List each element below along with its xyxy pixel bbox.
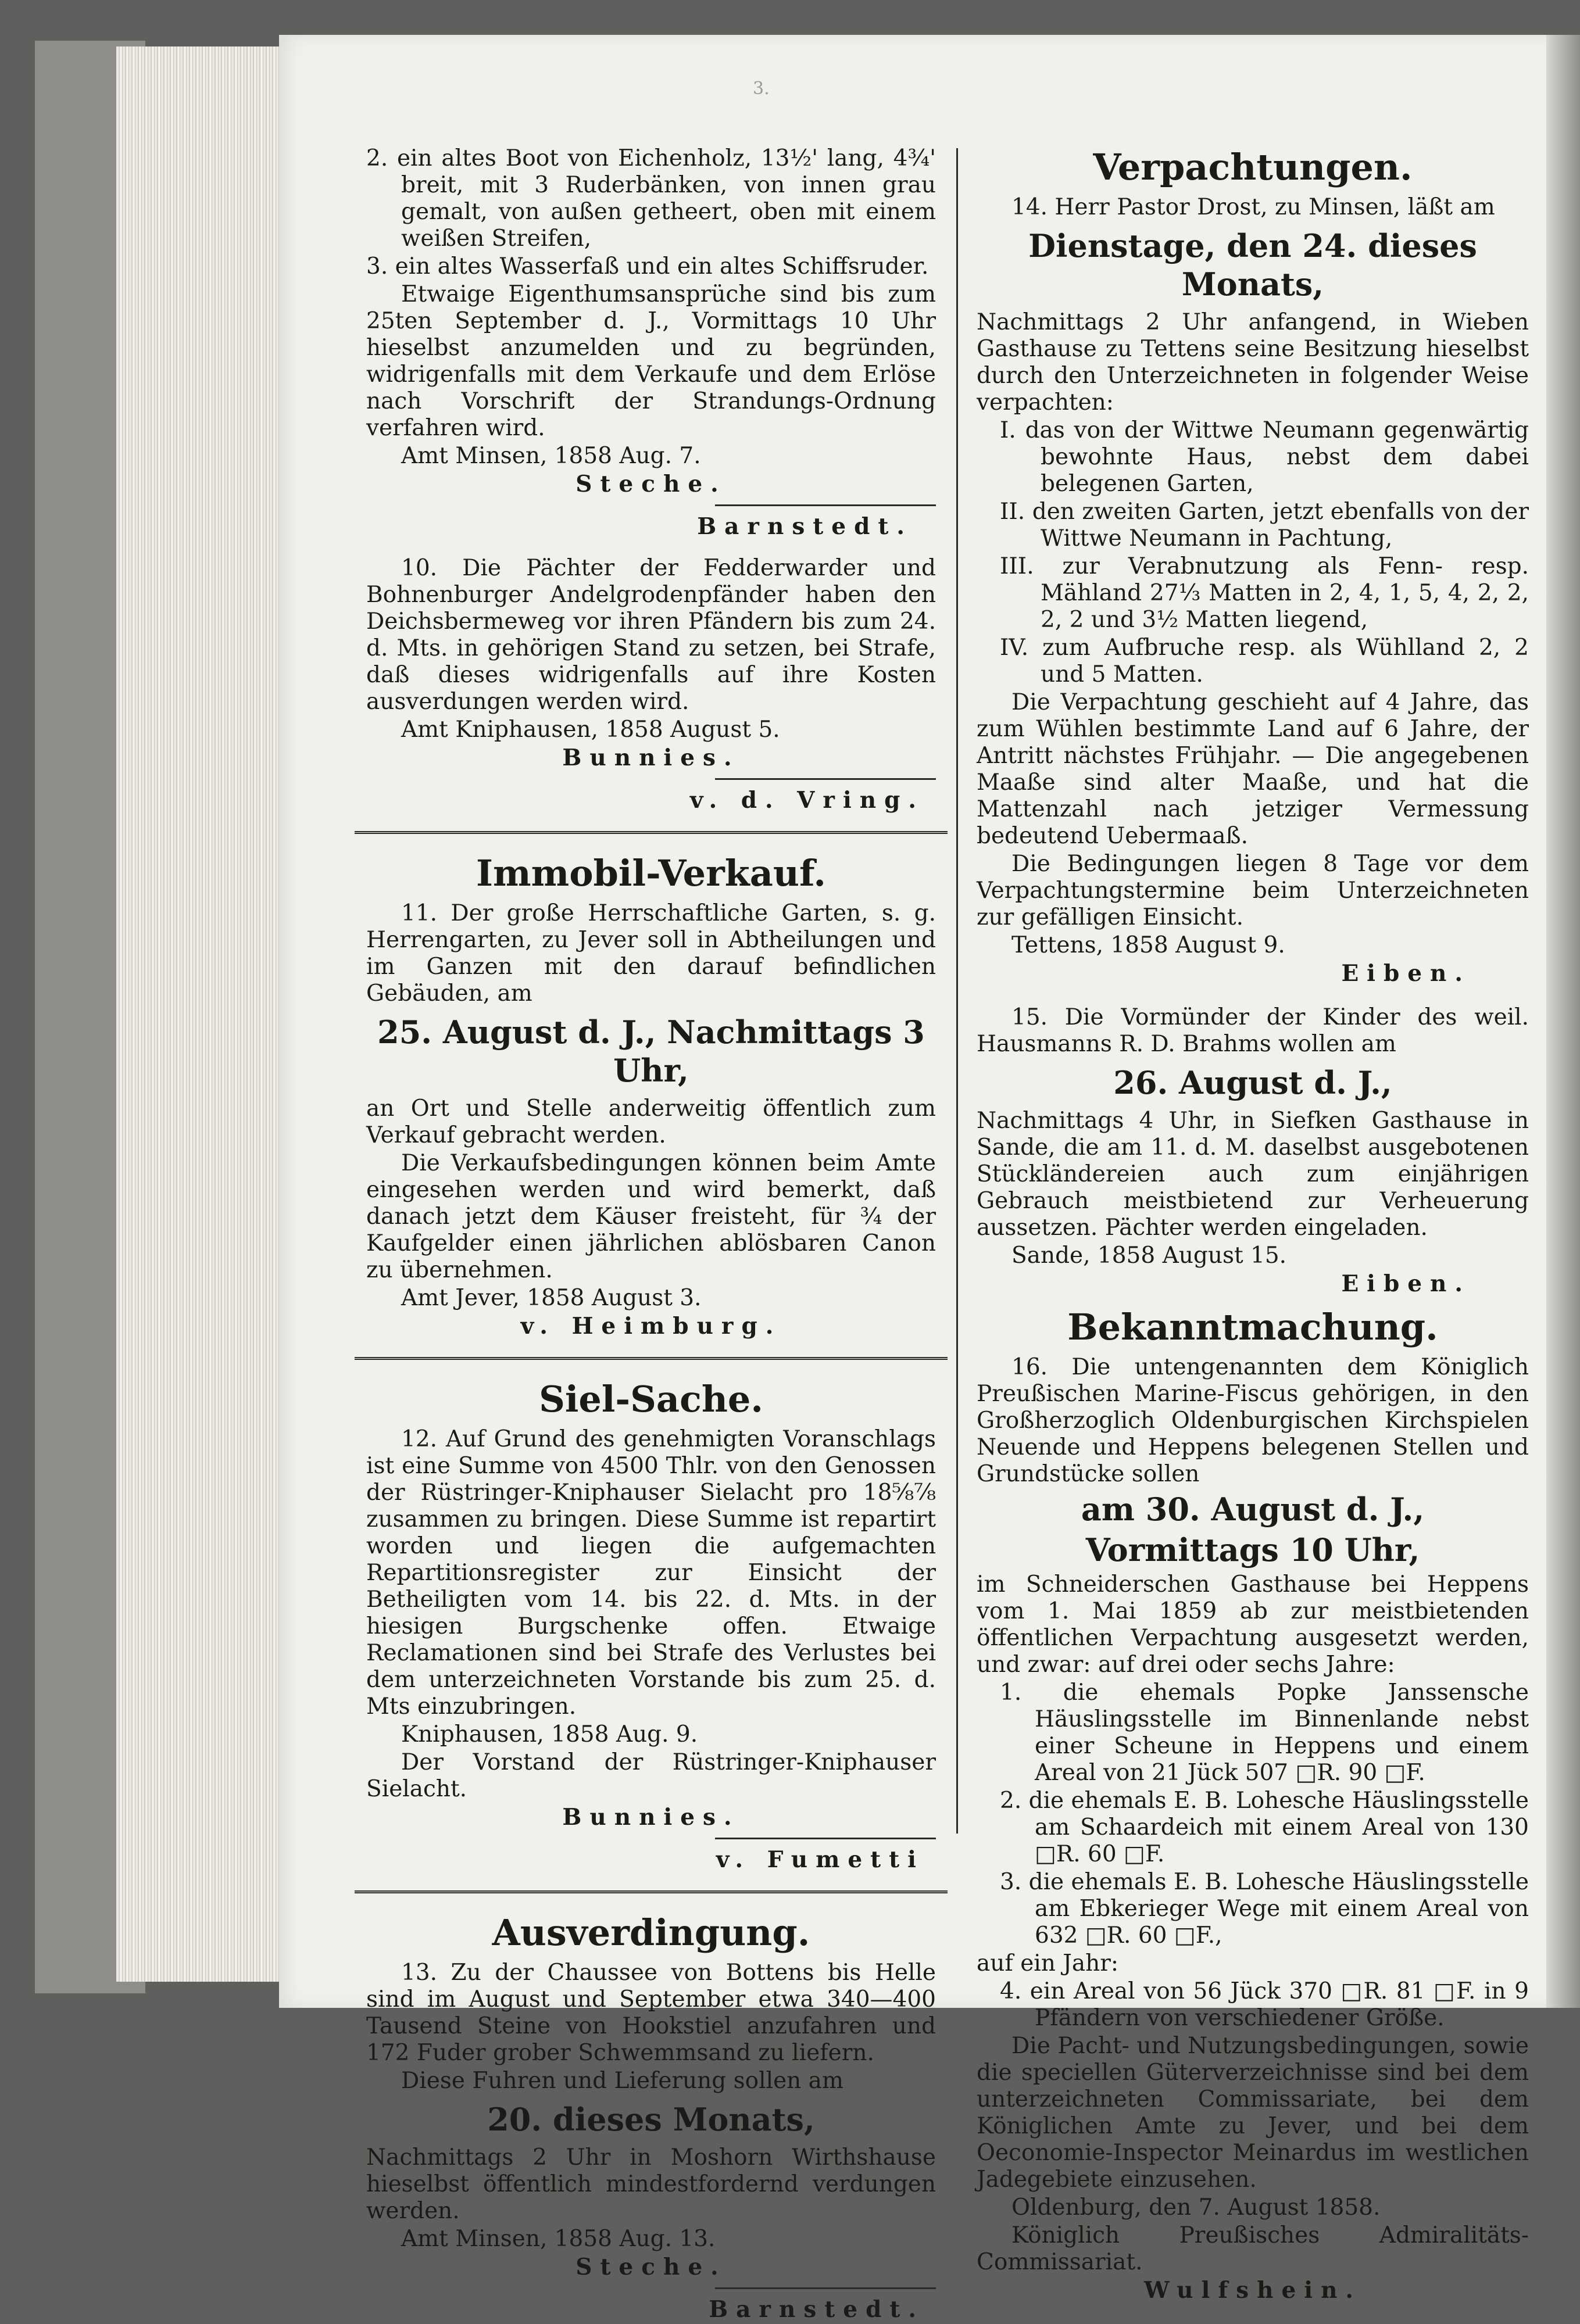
notice-11-text-2: an Ort und Stelle anderweitig öffentlich zum Verkauf gebracht werden.: [366, 1095, 936, 1148]
notice-14-text-3: Die Verpachtung geschieht auf 4 Jahre, das zum Wühlen bestimmte Land auf 6 Jahre, der Antritt nächstes Frühjahr. — Die angegebenen Maaße sind alter Maaße, und hat die Mattenzahl nach jetziger Vermessung bedeutend Uebermaaß.: [977, 689, 1529, 849]
notice-15-date: 26. August d. J.,: [1113, 1064, 1392, 1101]
section-heading-siel-sache: Siel-Sache.: [539, 1378, 763, 1420]
notice-11-text: 11. Der große Herrschaftliche Garten, s. g. Herrengarten, zu Jever soll in Abtheilungen und im Ganzen mit den darauf befindlichen Gebäuden, am: [366, 900, 936, 1007]
notice-9-item-3: 3. ein altes Wasserfaß und ein altes Schiffsruder.: [366, 253, 929, 280]
notice-11-place: Amt Jever, 1858 August 3.: [401, 1285, 702, 1311]
notice-9-item-2: 2. ein altes Boot von Eichenholz, 13½' lang, 4¾' breit, mit 3 Ruderbänken, von innen grau gemalt, von außen getheert, oben mit einem weißen Streifen,: [366, 145, 936, 252]
signature-rule: [715, 2287, 936, 2289]
notice-13-signature-2: Barnstedt.: [709, 2296, 924, 2323]
notice-12-place: Kniphausen, 1858 Aug. 9.: [401, 1721, 698, 1748]
notice-16-text-2: im Schneiderschen Gasthause bei Heppens vom 1. Mai 1859 ab zur meistbietenden öffentlichen Verpachtung ausgesetzt werden, und zwar: auf drei oder sechs Jahre:: [977, 1571, 1529, 1678]
notice-16-authority: Königlich Preußisches Admiralitäts-Commissariat.: [977, 2222, 1529, 2275]
notice-16-place: Oldenburg, den 7. August 1858.: [1011, 2194, 1381, 2221]
notice-13-signature-1: Steche.: [575, 2254, 727, 2280]
notice-15-text: 15. Die Vormünder der Kinder des weil. Hausmanns R. D. Brahms wollen am: [977, 1004, 1529, 1057]
notice-11-date: 25. August d. J., Nachmittags 3 Uhr,: [377, 1014, 925, 1089]
notice-14-date: Dienstage, den 24. dieses Monats,: [1028, 227, 1477, 303]
notice-9-signature-2: Barnstedt.: [697, 513, 913, 540]
section-divider: [355, 831, 948, 834]
notice-12-text: 12. Auf Grund des genehmigten Voranschlags ist eine Summe von 4500 Thlr. von den Genossen der Rüstringer-Kniphauser Sielacht pro 18⅝⅞ zusammen zu bringen. Diese Summe ist repartirt worden und liegen die aufgemachten Repartitionsregister zur Einsicht der Betheiligten vom 14. bis 22. d. Mts. in der hiesigen Burgschenke offen. Etwaige Reclamationen sind bei Strafe des Verlustes bei dem unterzeichneten Vorstande bis zum 25. d. Mts einzubringen.: [366, 1426, 936, 1720]
notice-14-place: Tettens, 1858 August 9.: [1011, 932, 1285, 958]
notice-16-one-year: auf ein Jahr:: [977, 1950, 1119, 1976]
page-number: 3.: [753, 78, 770, 99]
notice-16-text-3: Die Pacht- und Nutzungsbedingungen, sowie die speciellen Güterverzeichnisse sind bei dem unterzeichneten Commissariate, bei dem Königlichen Amte zu Jever, und bei dem Oeconomie-Inspector Meinardus im westlichen Jadegebiete einzusehen.: [977, 2033, 1529, 2193]
notice-16-text: 16. Die untengenannten dem Königlich Preußischen Marine-Fiscus gehörigen, in den Großherzoglich Oldenburgischen Kirchspielen Neuende und Heppens belegenen Stellen und Grundstücke sollen: [977, 1354, 1529, 1487]
notice-10-signature-1: Bunnies.: [562, 744, 740, 771]
notice-14-item-iv: IV. zum Aufbruche resp. als Wühlland 2, 2 und 5 Matten.: [1000, 635, 1529, 687]
notice-9-place: Amt Minsen, 1858 Aug. 7.: [401, 443, 701, 469]
notice-9-text: Etwaige Eigenthumsansprüche sind bis zum 25ten September d. J., Vormittags 10 Uhr hieselbst anzumelden und zu begründen, widrigenfalls mit dem Verkaufe und dem Erlöse nach Vorschrift der Strandungs-Ordnung verfahren wird.: [366, 281, 936, 441]
notice-10-place: Amt Kniphausen, 1858 August 5.: [401, 717, 780, 743]
notice-13-date: 20. dieses Monats,: [487, 2101, 815, 2138]
left-column: [366, 145, 936, 2324]
right-column: [977, 145, 1529, 2305]
section-divider: [355, 1890, 948, 1893]
notice-11-signature: v. Heimburg.: [520, 1313, 782, 1340]
section-heading-ausverdingung: Ausverdingung.: [492, 1911, 810, 1954]
notice-14-text-2: Nachmittags 2 Uhr anfangend, in Wieben Gasthause zu Tettens seine Besitzung hieselbst durch den Unterzeichneten in folgender Weise verpachten:: [977, 309, 1529, 416]
notice-16-time: Vormittags 10 Uhr,: [1085, 1531, 1420, 1569]
notice-16-signature: Wulfshein.: [1143, 2277, 1362, 2304]
notice-16-item-1: 1. die ehemals Popke Janssensche Häuslingsstelle im Binnenlande nebst einer Scheune in Heppens und einem Areal von 21 Jück 507 □R. 90 □F.: [1000, 1680, 1529, 1786]
notice-16-date: am 30. August d. J.,: [1081, 1491, 1425, 1528]
notice-13-text: 13. Zu der Chaussee von Bottens bis Helle sind im August und September etwa 340—400 Tausend Steine von Hookstiel anzufahren und 172 Fuder grober Schwemmsand zu liefern.: [366, 1960, 936, 2066]
page-gutter-shadow: [1546, 35, 1580, 2008]
section-heading-verpachtungen: Verpachtungen.: [1093, 146, 1413, 188]
notice-12-signature-1: Bunnies.: [562, 1804, 740, 1831]
notice-13-text-3: Nachmittags 2 Uhr in Moshorn Wirthshause hieselbst öffentlich mindestfordernd verdungen werden.: [366, 2144, 936, 2224]
section-heading-immobil-verkauf: Immobil-Verkauf.: [476, 852, 827, 894]
notice-14-item-iii: III. zur Verabnutzung als Fenn- resp. Mähland 27⅓ Matten in 2, 4, 1, 5, 4, 2, 2, 2, 2 und 3½ Matten liegend,: [1000, 553, 1529, 633]
notice-14-text-4: Die Bedingungen liegen 8 Tage vor dem Verpachtungstermine beim Unterzeichneten zur gefälligen Einsicht.: [977, 851, 1529, 930]
notice-14-item-i: I. das von der Wittwe Neumann gegenwärtig bewohnte Haus, nebst dem dabei belegenen Garten,: [1000, 417, 1529, 497]
column-divider: [956, 148, 958, 1834]
notice-13-text-2: Diese Fuhren und Lieferung sollen am: [401, 2068, 843, 2094]
notice-12-signature-2: v. Fumetti: [716, 1846, 924, 1873]
signature-rule: [715, 504, 936, 506]
signature-rule: [715, 778, 936, 780]
notice-15-text-2: Nachmittags 4 Uhr, in Siefken Gasthause in Sande, die am 11. d. M. daselbst ausgebotenen Stückländereien auch zum einjährigen Gebrauch meistbietend zur Verheuerung aussetzen. Pächter werden eingeladen.: [977, 1108, 1529, 1241]
notice-14-signature: Eiben.: [1341, 960, 1471, 987]
notice-10-signature-2: v. d. Vring.: [689, 787, 924, 814]
notice-15-signature: Eiben.: [1341, 1270, 1471, 1297]
notice-16-item-3: 3. die ehemals E. B. Lohesche Häuslingsstelle am Ebkerieger Wege mit einem Areal von 632 □R. 60 □F.,: [1000, 1869, 1529, 1949]
notice-16-item-4: 4. ein Areal von 56 Jück 370 □R. 81 □F. in 9 Pfändern von verschiedener Größe.: [1000, 1978, 1529, 2031]
notice-16-item-2: 2. die ehemals E. B. Lohesche Häuslingsstelle am Schaardeich mit einem Areal von 130 □R. 60 □F.: [1000, 1788, 1529, 1867]
notice-14-item-ii: II. den zweiten Garten, jetzt ebenfalls von der Wittwe Neumann in Pachtung,: [1000, 499, 1529, 552]
section-divider: [355, 1357, 948, 1360]
notice-10-text: 10. Die Pächter der Fedderwarder und Bohnenburger Andelgrodenpfänder haben den Deichsbermeweg vor ihren Pfändern bis zum 24. d. Mts. in gehörigen Stand zu setzen, bei Strafe, daß dieses widrigenfalls auf ihre Kosten ausverdungen werden wird.: [366, 555, 936, 715]
notice-9-signature-1: Steche.: [575, 471, 727, 497]
notice-12-signature-org: Der Vorstand der Rüstringer-Kniphauser Sielacht.: [366, 1749, 936, 1802]
section-heading-bekanntmachung: Bekanntmachung.: [1067, 1306, 1438, 1348]
book-page-edges: [116, 46, 291, 1982]
notice-11-text-3: Die Verkaufsbedingungen können beim Amte eingesehen werden und wird bemerkt, daß danach jetzt dem Käuser freisteht, für ¾ der Kaufgelder einen jährlichen ablösbaren Canon zu übernehmen.: [366, 1150, 936, 1283]
notice-13-place: Amt Minsen, 1858 Aug. 13.: [401, 2226, 716, 2252]
notice-14-text: 14. Herr Pastor Drost, zu Minsen, läßt am: [1011, 194, 1495, 220]
notice-15-place: Sande, 1858 August 15.: [1011, 1242, 1287, 1269]
signature-rule: [715, 1838, 936, 1839]
